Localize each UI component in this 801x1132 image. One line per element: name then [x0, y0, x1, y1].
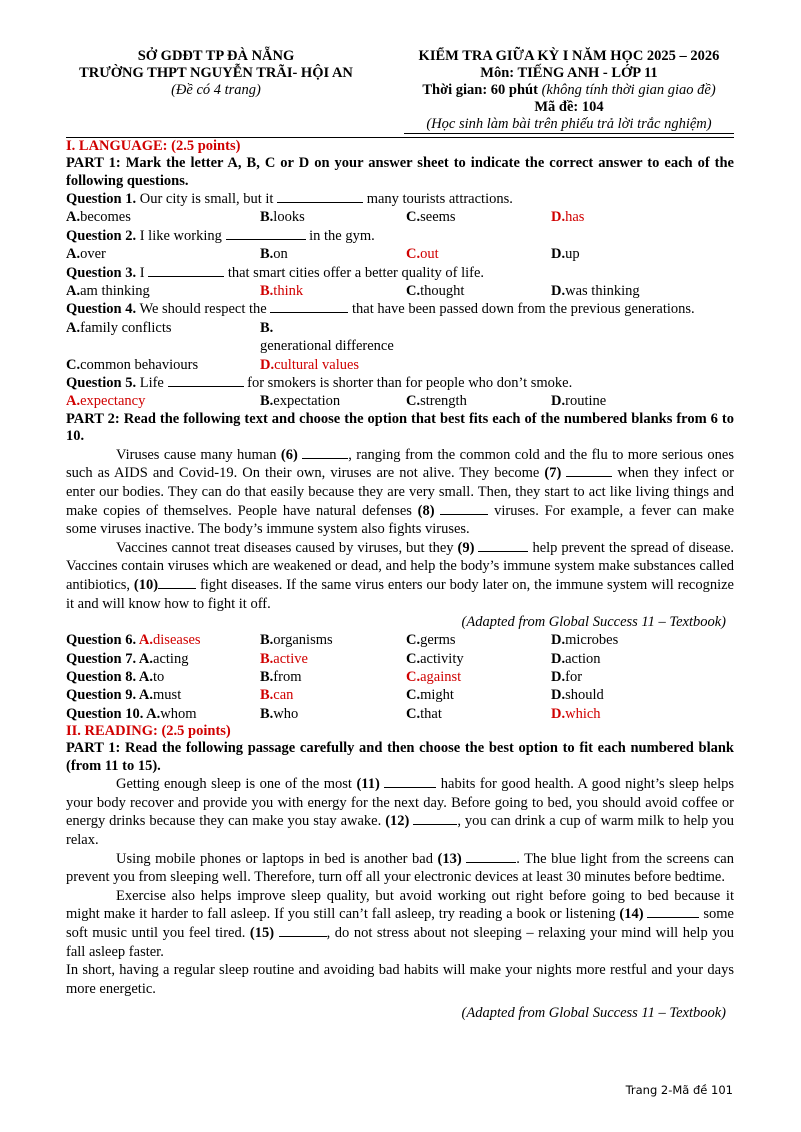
option-text: strength [420, 393, 467, 410]
option-text: from [273, 669, 302, 686]
question-text-pre: I [136, 264, 149, 281]
option-text: whom [160, 705, 197, 722]
option-d [551, 668, 701, 686]
option-d [551, 631, 701, 649]
option-d [551, 705, 701, 723]
option-letter: A. [66, 246, 81, 263]
answer-blank [226, 227, 306, 240]
question-text-pre: We should respect the [136, 301, 271, 318]
question-label: Question 6. [66, 632, 139, 649]
option-letter: C. [406, 246, 421, 263]
question-stem [66, 300, 734, 318]
option-text: becomes [80, 209, 131, 226]
question-label: Question 3. [66, 264, 137, 281]
option-text: generational difference [260, 338, 394, 355]
option-letter: D. [551, 705, 566, 722]
option-b [260, 245, 406, 263]
answer-blank [168, 374, 244, 387]
option-text: for [565, 669, 583, 686]
option-text: germs [420, 632, 456, 649]
options-row [66, 245, 734, 263]
option-letter: D. [551, 632, 566, 649]
option-letter: A. [66, 319, 81, 336]
option-letter: C. [406, 393, 421, 410]
question-text-post: many tourists attractions. [363, 191, 513, 207]
option-text: on [273, 246, 288, 263]
option-a [66, 208, 260, 226]
option-text: action [565, 650, 601, 667]
question-label: Question 1. [66, 191, 137, 207]
option-letter: B. [260, 705, 274, 722]
option-a [66, 668, 260, 686]
option-a [66, 631, 260, 649]
section-language-title: I. LANGUAGE: (2.5 points) [66, 138, 241, 154]
options-row [66, 356, 734, 374]
option-text: family conflicts [80, 319, 172, 336]
answer-blank [148, 264, 224, 277]
sleep-paragraph-3: Exercise also helps improve sleep quality, but avoid working out right before going to bed because it might make it harder to fall asleep. If you still can’t fall asleep, try reading a book or listening (14) some soft music until you feel tired. (15) , do not stress about not sleeping – relaxing your mind will help you fall asleep faster. [66, 887, 734, 960]
option-b [260, 705, 406, 723]
school-block [66, 48, 366, 134]
option-a [66, 319, 260, 356]
reading-part1-instruction: PART 1: Read the following passage carefully and then choose the best option to fit each numbered blank (from 11 to 15). [66, 740, 734, 774]
option-d [260, 356, 406, 374]
question-row [66, 686, 734, 704]
options-row [66, 282, 734, 300]
option-letter: C. [406, 687, 421, 704]
option-letter: C. [406, 669, 421, 686]
option-text: must [153, 687, 182, 704]
option-text: expectation [273, 393, 341, 410]
option-b [260, 686, 406, 704]
question-label: Question 7. [66, 650, 139, 667]
question-stem [66, 227, 734, 245]
option-d [551, 282, 701, 300]
option-text: up [565, 246, 580, 263]
option-letter: C. [406, 632, 421, 649]
option-b [260, 392, 406, 410]
question-text-post: for smokers is shorter than for people who don’t smoke. [243, 375, 573, 392]
option-letter: B. [260, 632, 274, 649]
option-a [66, 686, 260, 704]
virus-paragraph-1: Viruses cause many human (6) , ranging from the common cold and the flu to more serious ones such as AIDS and Covid-19. On their own, viruses are not alive. They become (7) when they infect or enter our bodies. They can do that easily because they are very small. Then, they start to act like living things and make copies of themselves. People have natural defenses (8) viruses. For example, a fever can make some viruses inactive. The body’s immune system also fights viruses. [66, 446, 735, 538]
option-d [551, 392, 701, 410]
option-text: am thinking [80, 283, 150, 300]
option-c [406, 650, 551, 668]
question-text-pre: Our city is small, but it [136, 191, 278, 207]
sleep-paragraph-1: Getting enough sleep is one of the most (11) habits for good health. A good night’s sleep helps your body recover and provide you with energy for the next day. Before going to bed, you should avoid coffee or energy drinks because they can make you stay awake. (12) , you can drink a cup of warm milk to help you relax. [66, 776, 735, 849]
question-label: Question 8. [66, 669, 139, 686]
option-letter: C. [406, 705, 421, 722]
option-text: to [153, 669, 165, 686]
option-text: that [420, 705, 442, 722]
question-label: Question 5. [66, 375, 137, 392]
option-text: diseases [153, 632, 201, 649]
questions-1-5 [66, 190, 734, 411]
option-letter: A. [138, 650, 154, 667]
question-row [66, 631, 734, 649]
option-letter: A. [66, 283, 81, 300]
question-text-post: in the gym. [305, 227, 375, 244]
option-letter: A. [138, 669, 154, 686]
option-letter: C. [66, 356, 81, 373]
option-c [66, 356, 260, 374]
sleep-source: (Adapted from Global Success 11 – Textbook) [461, 1005, 726, 1022]
option-letter: B. [260, 393, 274, 410]
question-row [66, 668, 734, 686]
option-letter: C. [406, 650, 421, 667]
option-letter: C. [406, 209, 421, 226]
page-footer: Trang 2-Mã đề 101 [625, 1083, 733, 1097]
option-a [66, 282, 260, 300]
options-row [66, 208, 734, 226]
answer-blank [270, 300, 348, 313]
page-count-note: (Đề có 4 trang) [171, 82, 261, 98]
option-c [406, 282, 551, 300]
option-c [406, 392, 551, 410]
questions-6-10 [66, 631, 734, 723]
option-c [406, 245, 551, 263]
question-label: Question 10. [66, 705, 147, 722]
option-b [260, 208, 406, 226]
option-b [260, 668, 406, 686]
option-d [551, 245, 701, 263]
option-text: should [565, 687, 604, 704]
options-row [66, 392, 734, 410]
option-text: think [273, 283, 304, 300]
option-letter: D. [260, 356, 275, 373]
question-label: Question 4. [66, 301, 137, 318]
option-c [406, 686, 551, 704]
option-letter: B. [260, 650, 274, 667]
option-d [551, 208, 701, 226]
answer-blank [277, 190, 363, 203]
option-text: seems [420, 209, 456, 226]
sleep-paragraph-4: In short, having a regular sleep routine and avoiding bad habits will make your nights more restful and your days more energetic. [66, 962, 734, 997]
option-text: routine [565, 393, 607, 410]
virus-paragraph-2: Vaccines cannot treat diseases caused by viruses, but they (9) help prevent the spread of disease. Vaccines contain viruses which are weakened or dead, and help the body’s immune system make substances called antibiotics, (10) fight diseases. If the same virus enters our body later on, the immune system will recognize it and will know how to fight it off. [66, 539, 735, 612]
option-letter: A. [66, 393, 81, 410]
option-letter: B. [260, 319, 274, 336]
option-a [66, 705, 260, 723]
option-d [551, 686, 701, 704]
option-text: has [565, 209, 585, 226]
exam-header [66, 48, 734, 134]
option-letter: D. [551, 650, 566, 667]
option-a [66, 392, 260, 410]
answer-sheet-note: (Học sinh làm bài trên phiếu trả lời trắc nghiệm) [404, 116, 734, 134]
option-text: common behaviours [80, 356, 199, 373]
question-row [66, 650, 734, 668]
option-c [406, 705, 551, 723]
exam-page [66, 48, 734, 1022]
option-d [551, 650, 701, 668]
exam-code: Mã đề: 104 [534, 99, 604, 115]
option-text: organisms [273, 632, 333, 649]
question-stem [66, 190, 734, 208]
school-name: TRƯỜNG THPT NGUYỄN TRÃI- HỘI AN [79, 65, 353, 81]
question-text-pre: I like working [136, 227, 226, 244]
option-text: was thinking [565, 283, 640, 300]
option-text: looks [273, 209, 305, 226]
option-letter: D. [551, 393, 566, 410]
option-text: activity [420, 650, 464, 667]
time-line: Thời gian: 60 phút (không tính thời gian giao đề) [422, 82, 716, 98]
option-b [260, 319, 406, 356]
option-letter: B. [260, 669, 274, 686]
option-letter: C. [406, 283, 421, 300]
option-letter: B. [260, 246, 274, 263]
option-letter: B. [260, 687, 274, 704]
option-text: against [420, 669, 462, 686]
option-text: out [420, 246, 439, 263]
option-text: active [273, 650, 308, 667]
department-name: SỞ GDĐT TP ĐÀ NẴNG [137, 48, 295, 64]
question-text-post: that have been passed down from the previous generations. [348, 301, 695, 318]
option-b [260, 631, 406, 649]
exam-info-block [404, 48, 734, 134]
option-text: can [273, 687, 294, 704]
option-text: which [565, 705, 601, 722]
option-text: over [80, 246, 106, 263]
question-label: Question 9. [66, 687, 139, 704]
option-letter: D. [551, 209, 566, 226]
part1-instruction: PART 1: Mark the letter A, B, C or D on your answer sheet to indicate the correct answer to each of the following questions. [66, 155, 734, 189]
option-letter: B. [260, 209, 274, 226]
option-letter: D. [551, 283, 566, 300]
subject-line: Môn: TIẾNG ANH - LỚP 11 [480, 65, 658, 81]
option-letter: B. [260, 283, 274, 300]
question-stem [66, 374, 734, 392]
sleep-paragraph-2: Using mobile phones or laptops in bed is another bad (13) . The blue light from the screens can prevent you from sleeping well. Therefore, turn off all your electronic devices at least 30 minutes before bedtime. [66, 850, 734, 886]
option-letter: A. [146, 705, 161, 722]
exam-title: KIỂM TRA GIỮA KỲ I NĂM HỌC 2025 – 2026 [418, 48, 720, 64]
virus-source: (Adapted from Global Success 11 – Textbook) [461, 614, 726, 631]
option-a [66, 650, 260, 668]
question-text-post: that smart cities offer a better quality of life. [224, 264, 485, 281]
option-b [260, 282, 406, 300]
part2-instruction: PART 2: Read the following text and choose the option that best fits each of the numbered blanks from 6 to 10. [66, 410, 734, 445]
question-text-pre: Life [136, 375, 168, 392]
question-label: Question 2. [66, 227, 137, 244]
option-letter: D. [551, 687, 566, 704]
option-text: who [273, 705, 299, 722]
section-reading-title: II. READING: (2.5 points) [66, 723, 231, 740]
option-letter: A. [138, 687, 154, 704]
option-text: thought [420, 283, 465, 300]
option-letter: D. [551, 246, 566, 263]
option-text: might [420, 687, 454, 704]
option-text: expectancy [80, 393, 146, 410]
options-row [66, 319, 734, 356]
option-letter: A. [66, 209, 81, 226]
option-a [66, 245, 260, 263]
option-letter: D. [551, 669, 566, 686]
option-c [406, 668, 551, 686]
option-text: acting [153, 650, 189, 667]
question-row [66, 705, 734, 723]
option-c [406, 208, 551, 226]
option-c [406, 631, 551, 649]
option-letter: A. [138, 632, 154, 649]
option-text: microbes [565, 632, 619, 649]
option-text: cultural values [274, 356, 360, 373]
question-stem [66, 264, 734, 282]
option-b [260, 650, 406, 668]
